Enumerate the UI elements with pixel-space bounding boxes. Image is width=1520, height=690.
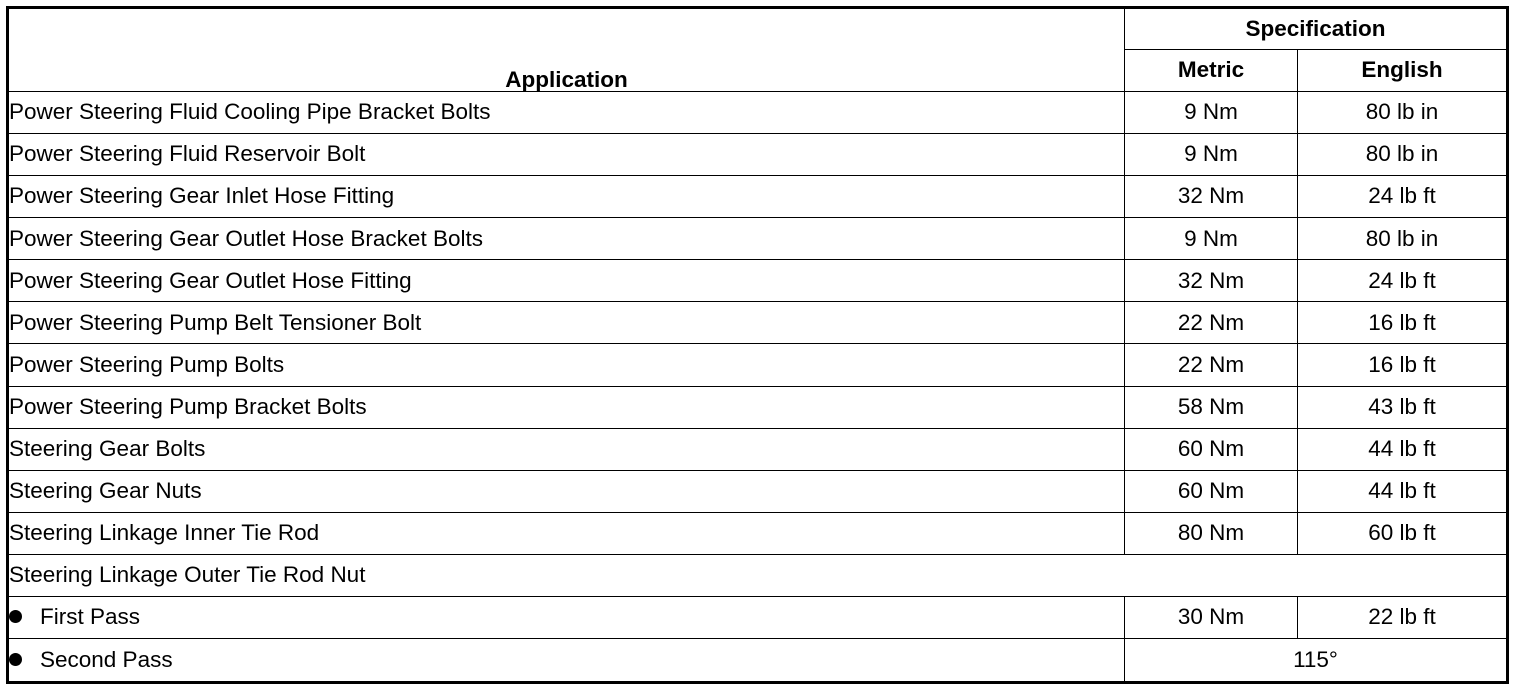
english-cell: 16 lb ft xyxy=(1298,344,1508,386)
english-cell: 43 lb ft xyxy=(1298,386,1508,428)
table-row xyxy=(8,512,1508,554)
english-cell: 80 lb in xyxy=(1298,218,1508,260)
table-row xyxy=(8,92,1508,134)
sub-row-first-pass xyxy=(8,596,1508,638)
application-cell: Power Steering Pump Bolts xyxy=(8,344,1125,386)
table-row xyxy=(8,428,1508,470)
application-cell: Power Steering Gear Inlet Hose Fitting xyxy=(8,176,1125,218)
application-column-header: Application xyxy=(8,8,1125,92)
application-cell: Steering Linkage Inner Tie Rod xyxy=(8,512,1125,554)
english-cell: 24 lb ft xyxy=(1298,176,1508,218)
bullet-icon xyxy=(9,653,22,666)
metric-cell: 80 Nm xyxy=(1125,512,1298,554)
application-cell: Power Steering Pump Bracket Bolts xyxy=(8,386,1125,428)
first-pass-label: First Pass xyxy=(40,604,141,630)
application-cell: Power Steering Fluid Reservoir Bolt xyxy=(8,134,1125,176)
application-cell: Power Steering Pump Belt Tensioner Bolt xyxy=(8,302,1125,344)
english-cell: 60 lb ft xyxy=(1298,512,1508,554)
table-row xyxy=(8,302,1508,344)
table-row xyxy=(8,260,1508,302)
application-cell: Power Steering Gear Outlet Hose Fitting xyxy=(8,260,1125,302)
application-cell: Steering Gear Nuts xyxy=(8,470,1125,512)
metric-cell: 9 Nm xyxy=(1125,134,1298,176)
sub-row-second-pass xyxy=(8,639,1508,683)
english-cell: 44 lb ft xyxy=(1298,470,1508,512)
english-cell: 44 lb ft xyxy=(1298,428,1508,470)
table-row xyxy=(8,134,1508,176)
metric-column-header: Metric xyxy=(1125,50,1298,92)
second-pass-label: Second Pass xyxy=(40,646,173,672)
second-pass-value-cell: 115° xyxy=(1125,639,1508,683)
table-row xyxy=(8,176,1508,218)
application-cell: Power Steering Fluid Cooling Pipe Bracket Bolts xyxy=(8,92,1125,134)
application-cell: Steering Gear Bolts xyxy=(8,428,1125,470)
english-cell: 80 lb in xyxy=(1298,134,1508,176)
group-title-cell: Steering Linkage Outer Tie Rod Nut xyxy=(8,554,1508,596)
metric-cell: 30 Nm xyxy=(1125,596,1298,638)
metric-cell: 58 Nm xyxy=(1125,386,1298,428)
table-row xyxy=(8,386,1508,428)
english-cell: 80 lb in xyxy=(1298,92,1508,134)
metric-cell: 9 Nm xyxy=(1125,218,1298,260)
metric-cell: 60 Nm xyxy=(1125,428,1298,470)
english-cell: 22 lb ft xyxy=(1298,596,1508,638)
torque-specification-table xyxy=(6,6,1509,684)
metric-cell: 22 Nm xyxy=(1125,344,1298,386)
metric-cell: 32 Nm xyxy=(1125,260,1298,302)
metric-cell: 32 Nm xyxy=(1125,176,1298,218)
bullet-icon xyxy=(9,610,22,623)
english-column-header: English xyxy=(1298,50,1508,92)
first-pass-cell xyxy=(8,596,1125,638)
second-pass-cell xyxy=(8,639,1125,683)
metric-cell: 22 Nm xyxy=(1125,302,1298,344)
application-cell: Power Steering Gear Outlet Hose Bracket Bolts xyxy=(8,218,1125,260)
metric-cell: 9 Nm xyxy=(1125,92,1298,134)
metric-cell: 60 Nm xyxy=(1125,470,1298,512)
group-header-row xyxy=(8,554,1508,596)
table-row xyxy=(8,344,1508,386)
english-cell: 16 lb ft xyxy=(1298,302,1508,344)
table-row xyxy=(8,470,1508,512)
specification-column-header: Specification xyxy=(1125,8,1508,50)
english-cell: 24 lb ft xyxy=(1298,260,1508,302)
table-row xyxy=(8,218,1508,260)
